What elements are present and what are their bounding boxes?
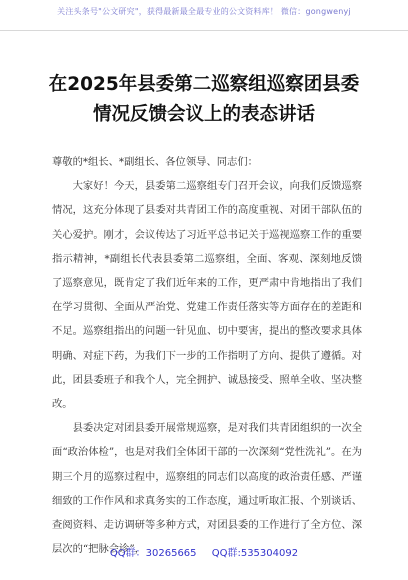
- page-footer: [0, 544, 408, 559]
- paragraph-2: 县委决定对团县委开展常规巡察，是对我们共青团组织的一次全面“政治体检”，也是对我们全体团干部的一次深刻“党性洗礼”。在为期三个月的巡察过程中，巡察组的同志们以高度的政治责任感、严谨细致的工作作风和求真务实的工作态度，通过听取汇报、个别谈话、查阅资料、走访调研等多种方式，对团县委的工作进行了全方位、深层次的“把脉会诊”，: [52, 422, 362, 556]
- footer-qq-group-2: QQ群:535304092: [211, 548, 299, 559]
- document-body: [52, 150, 362, 561]
- footer-qq-group-1: QQ群：30265665: [109, 548, 197, 559]
- document-title: 在2025年县委第二巡察组巡察团县委情况反馈会议上的表态讲话: [48, 74, 360, 125]
- page-header: [0, 0, 408, 31]
- salutation: 尊敬的*组长、*副组长、各位领导、同志们：: [52, 156, 258, 168]
- header-notice: 关注头条号"公文研究"，获得最新最全最专业的公文资料库！ 微信：gongwenyj: [57, 7, 351, 16]
- paragraph-1: 大家好！今天，县委第二巡察组专门召开会议，向我们反馈巡察情况，这充分体现了县委对共青团工作的高度重视、对团干部队伍的关心爱护。刚才，会议传达了习近平总书记关于巡视巡察工作的重要指示精神，*副组长代表县委第二巡察组，全面、客观、深刻地反馈了巡察意见，既肯定了我们近年来的工作，更严肃中肯地指出了我们在学习贯彻、全面从严治党、党建工作责任落实等方面存在的差距和不足。巡察组指出的问题一针见血、切中要害，提出的整改要求具体明确、对症下药，为我们下一步的工作指明了方向、提供了遵循。对此，团县委班子和我个人，完全拥护、诚恳接受、照单全收、坚决整改。: [52, 180, 362, 411]
